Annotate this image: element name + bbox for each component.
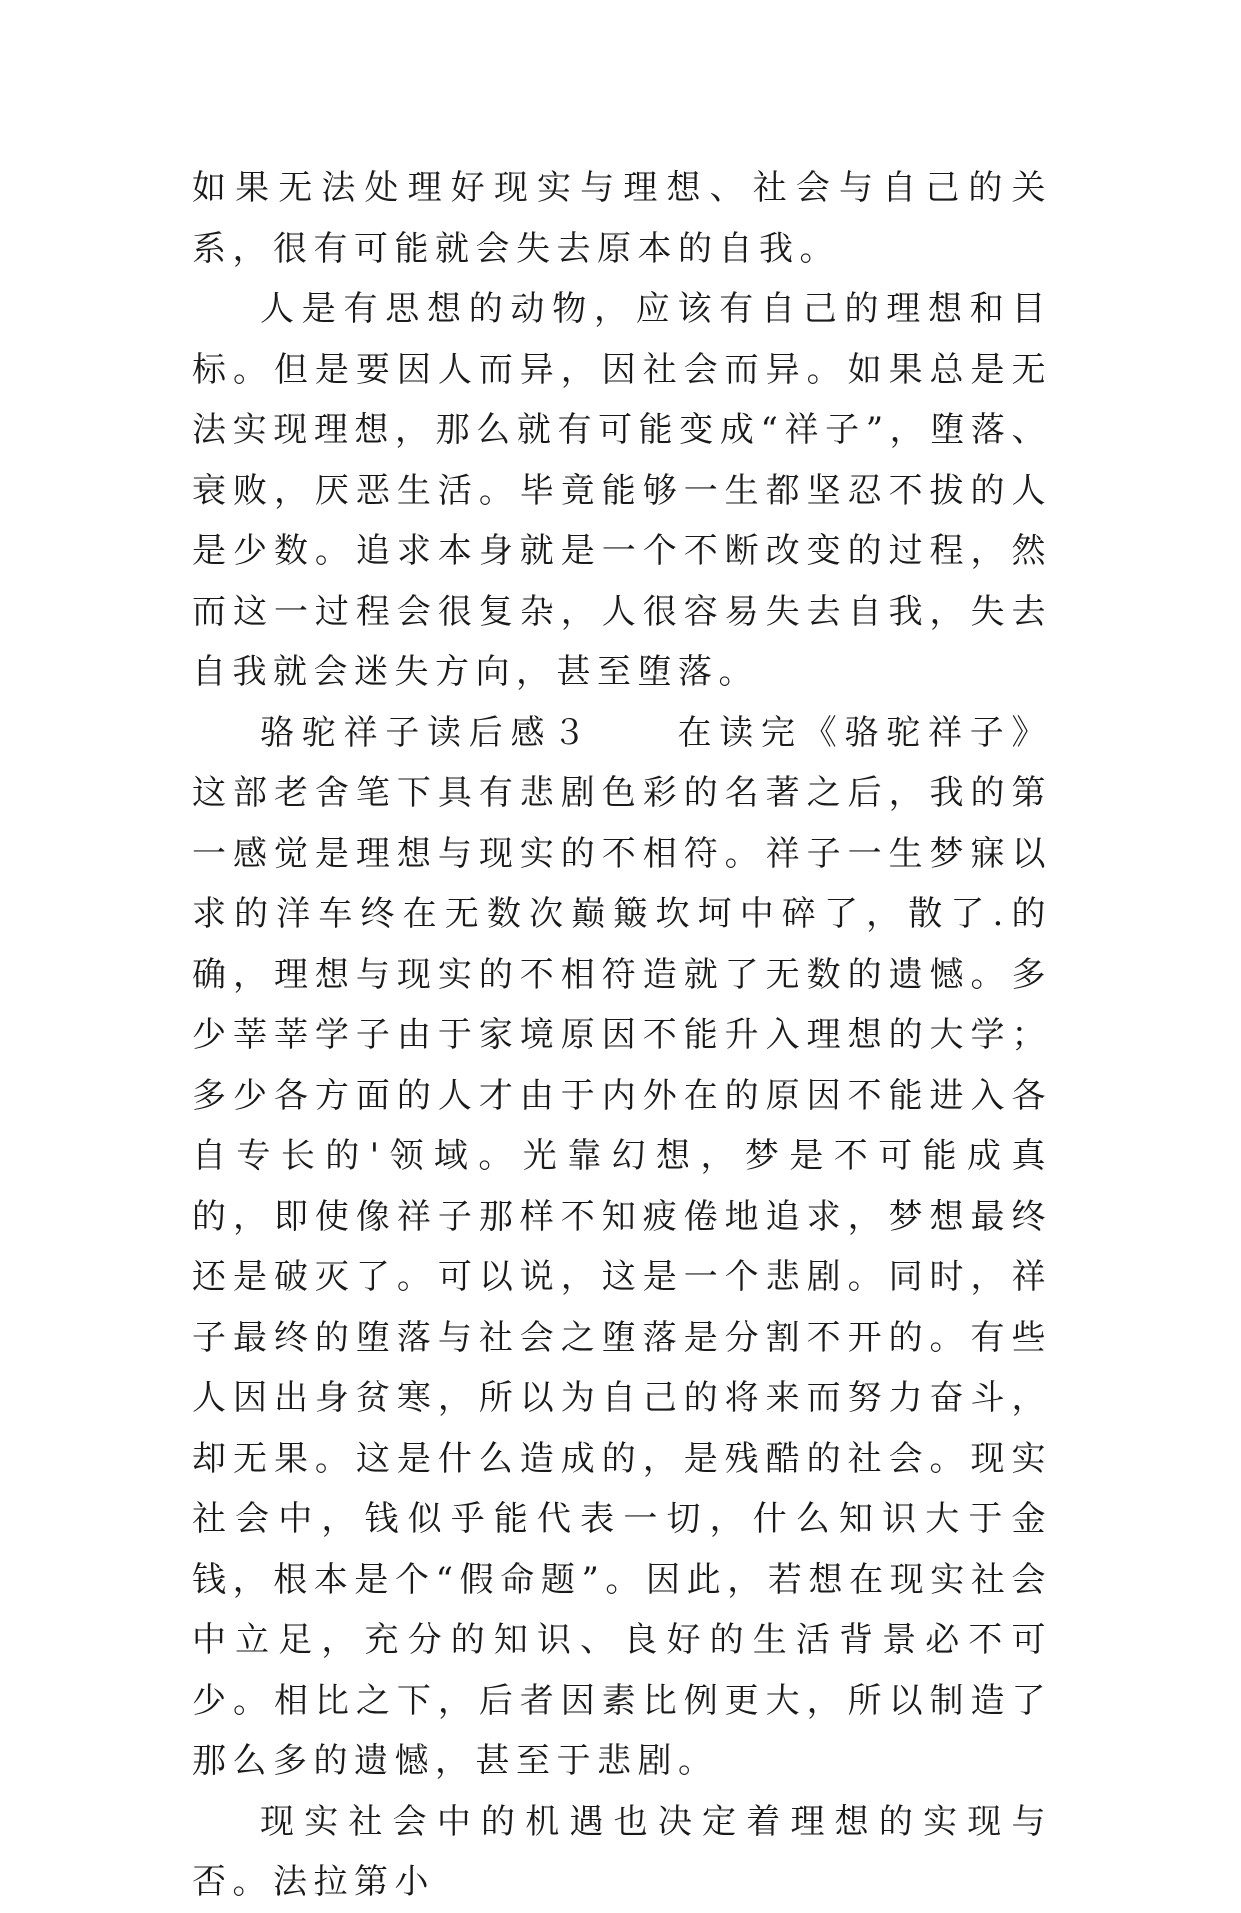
paragraph: 骆驼祥子读后感３ 在读完《骆驼祥子》这部老舍笔下具有悲剧色彩的名著之后，我的第一感觉是理想与现实的不相符。祥子一生梦寐以求的洋车终在无数次巅簸坎坷中碎了，散了.的确，理想与现实的不相符造就了无数的遗憾。多少莘莘学子由于家境原因不能升入理想的大学；多少各方面的人才由于内外在的原因不能进入各自专长的'领域。光靠幻想，梦是不可能成真的，即使像祥子那样不知疲倦地追求，梦想最终还是破灭了。可以说，这是一个悲剧。同时，祥子最终的堕落与社会之堕落是分割不开的。有些人因出身贫寒，所以为自己的将来而努力奋斗，却无果。这是什么造成的，是残酷的社会。现实社会中，钱似乎能代表一切，什么知识大于金钱，根本是个“假命题”。因此，若想在现实社会中立足，充分的知识、良好的生活背景必不可少。相比之下，后者因素比例更大，所以制造了那么多的遗憾，甚至于悲剧。: [192, 712, 1052, 1781]
paragraph: 如果无法处理好现实与理想、社会与自己的关系，很有可能就会失去原本的自我。: [192, 168, 1052, 269]
body-text: [192, 158, 1052, 1913]
paragraph: 现实社会中的机遇也决定着理想的实现与否。法拉第小: [192, 1801, 1052, 1902]
paragraph: 人是有思想的动物，应该有自己的理想和目标。但是要因人而异，因社会而异。如果总是无法实现理想，那么就有可能变成“祥子”，堕落、衰败，厌恶生活。毕竟能够一生都坚忍不拔的人是少数。追求本身就是一个不断改变的过程，然而这一过程会很复杂，人很容易失去自我，失去自我就会迷失方向，甚至堕落。: [192, 289, 1052, 692]
